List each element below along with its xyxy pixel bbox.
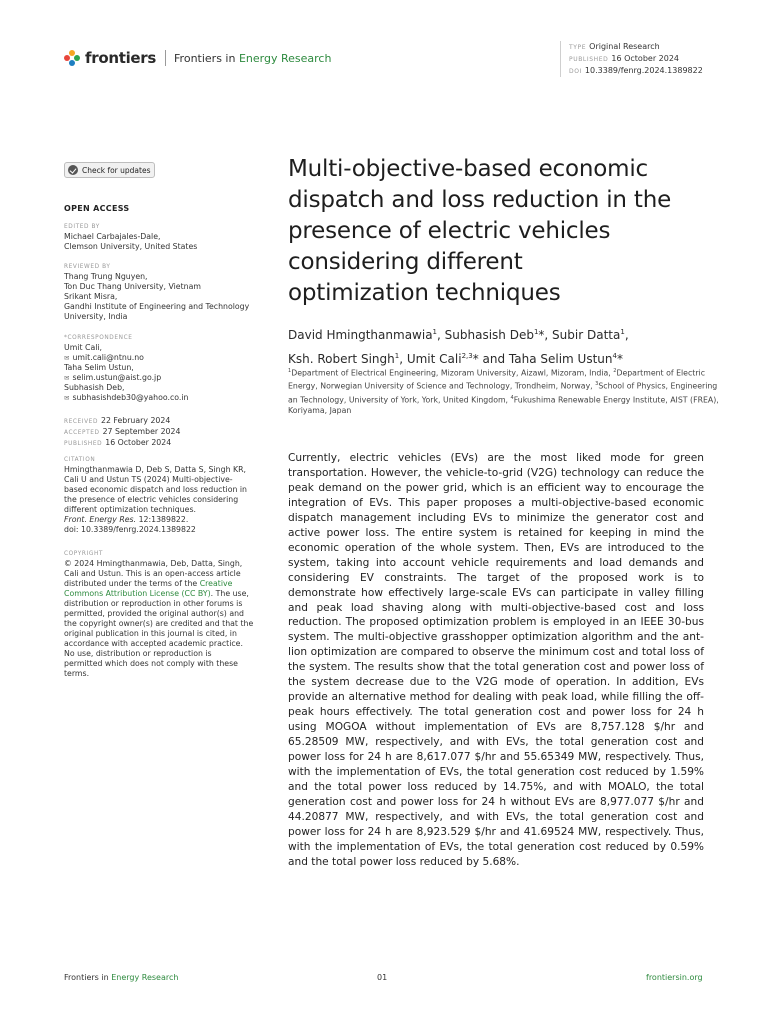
article-doi: DOI 10.3389/fenrg.2024.1389822	[569, 66, 703, 75]
date-received: RECEIVED 22 February 2024	[64, 416, 171, 425]
reviewer-line: Thang Trung Nguyen,	[64, 272, 148, 281]
brand-name: frontiers	[85, 49, 157, 67]
article-type: TYPE Original Research	[569, 42, 660, 51]
check-for-updates-button[interactable]: Check for updates	[64, 162, 155, 178]
article-title: Multi-objective-based economic dispatch and loss reduction in the presence of electric vehicles considering different optimization techniques	[288, 156, 672, 306]
author-name[interactable]: *, Subir Datta	[538, 328, 621, 342]
reviewer-line: Srikant Misra,	[64, 292, 118, 301]
check-icon	[68, 165, 78, 175]
footer-site-link[interactable]: frontiersin.org	[646, 973, 703, 982]
copyright-section: COPYRIGHT © 2024 Hmingthanmawia, Deb, Datta, Singh, Cali and Ustun. This is an open-access article distributed under the terms of the Creative Commons Attribution License (CC BY). The use, distribution or reproduction in other forums is permitted, provided the original author(s) and the copyright owner(s) are credited and that the original publication in this journal is cited, in accordance with accepted academic practice. No use, distribution or reproduction is permitted which does not comply with these terms.	[64, 551, 254, 678]
email-link[interactable]: ✉ subhasishdeb30@yahoo.co.in	[64, 393, 262, 403]
footer-journal: Frontiers in Energy Research	[64, 973, 179, 982]
citation-section: CITATION Hmingthanmawia D, Deb S, Datta S, Singh KR, Cali U and Ustun TS (2024) Multi-objective- based economic dispatch and loss reduction in the presence of electric vehicles considering different optimization techniques. Front. Energy Res. 12:1389822. doi: 10.3389/fenrg.2024.1389822	[64, 456, 262, 535]
citation-doi[interactable]: doi: 10.3389/fenrg.2024.1389822	[64, 525, 196, 534]
email-link[interactable]: ✉ umit.cali@ntnu.no	[64, 353, 262, 363]
page-number: 01	[377, 973, 388, 982]
abstract: Currently, electric vehicles (EVs) are the most liked mode for green transportation. However, the vehicle-to-grid (V2G) technology can reduce the peak demand on the power grid, which is an efficient way to encourage the integration of EVs. This paper proposes a multi-objective-based economic dispatch management including EVs to minimize the generator cost and active power loss. The entire system is retained for keeping in mind the economic operation of the whole system. Then, EVs are introduced to the system, taking into account vehicle requirements and load demands and considering EV constraints. The target of the proposed work is to demonstrate how effectively large-scale EVs can participate in valley filling and peak load shaving along with multi-objective-based cost and loss reduction. The proposed optimization problem is employed in an IEEE 30-bus system. The multi-objective grasshopper optimization algorithm and the ant-lion optimization are compared to observe the minimum cost and total loss of the system. The results show that the total generation cost and power loss of the system decrease due to the V2G mode of operation. In addition, EVs provide an alternative method for dealing with peak load, while filling the off-peak hours effectively. The total generation cost and power loss for 24 h using MOGOA without implementation of EVs are 8,757.128 $/hr and 65.28509 MW, respectively, and with EVs, the total generation cost and power loss for 24 h are 8,617.077 $/hr and 55.65349 MW, respectively. Thus, with the implementation of EVs, the total generation cost reduced by 1.59% and the total power loss reduced by 14.75%, and with MOALO, the total generation cost and power loss for 24 h without EVs are 8,977.077 $/hr and 44.20877 MW, respectively, and with EVs, the total generation cost and power loss for 24 h are 8,923.529 $/hr and 41.69524 MW, respectively. Thus, with the implementation of EVs, the total generation cost reduced by 0.59% and the total power loss reduced by 5.68%.	[288, 452, 704, 868]
author-name[interactable]: * and Taha Selim Ustun	[472, 352, 613, 366]
email-link[interactable]: ✉ selim.ustun@aist.go.jp	[64, 373, 262, 383]
author-name[interactable]: David Hmingthanmawia	[288, 328, 433, 342]
reviewer-line: Gandhi Institute of Engineering and Technology	[64, 302, 250, 311]
article-meta	[560, 41, 703, 77]
edited-by-section: EDITED BY Michael Carbajales-Dale, Clemson University, United States	[64, 223, 262, 252]
correspondence-section: *CORRESPONDENCE Umit Cali, ✉ umit.cali@ntnu.no Taha Selim Ustun, ✉ selim.ustun@aist.go.jp Subhasish Deb, ✉ subhasishdeb30@yahoo.co.in	[64, 334, 262, 403]
affiliations: $^1$Department of Electrical Engineering, Mizoram University, Aizawl, Mizoram, India, $^2$Department of Electric Energy, Norwegian University of Science and Technology, Trondheim, Norway, $^3$School of Physics, Engineering an Technology, University of York, York, United Kingdom, $^4$Fukushima Renewable Energy Institute, AIST (FREA), Koriyama, Japan	[288, 368, 719, 416]
reviewer-line: Ton Duc Thang University, Vietnam	[64, 282, 201, 291]
frontiers-logo[interactable]	[64, 49, 331, 67]
article-published: PUBLISHED 16 October 2024	[569, 54, 680, 63]
open-access-label: OPEN ACCESS	[64, 204, 130, 213]
license-link[interactable]: Commons Attribution License (CC BY)	[64, 589, 211, 598]
frontiers-logo-icon	[64, 50, 80, 66]
logo-divider	[165, 50, 166, 66]
date-accepted: ACCEPTED 27 September 2024	[64, 427, 181, 436]
author-name[interactable]: , Umit Cali	[399, 352, 462, 366]
author-name[interactable]: Ksh. Robert Singh	[288, 352, 395, 366]
date-published: PUBLISHED 16 October 2024	[64, 438, 172, 447]
author-list: David Hmingthanmawia$^1$, Subhasish Deb$^1$*, Subir Datta$^1$, Ksh. Robert Singh$^1$, Umit Cali$^{2,3}$* and Taha Selim Ustun$^4$*	[288, 328, 629, 366]
editor-line: Clemson University, United States	[64, 242, 198, 251]
license-link[interactable]: Creative	[199, 579, 233, 588]
journal-name[interactable]: Frontiers in Energy Research	[174, 51, 332, 65]
dates-section	[64, 416, 262, 449]
author-name[interactable]: , Subhasish Deb	[437, 328, 534, 342]
reviewed-by-section: REVIEWED BY Thang Trung Nguyen, Ton Duc Thang University, Vietnam Srikant Misra, Gandhi Institute of Engineering and Technology University, India	[64, 263, 262, 322]
reviewer-line: University, India	[64, 312, 128, 321]
editor-line: Michael Carbajales-Dale,	[64, 232, 161, 241]
